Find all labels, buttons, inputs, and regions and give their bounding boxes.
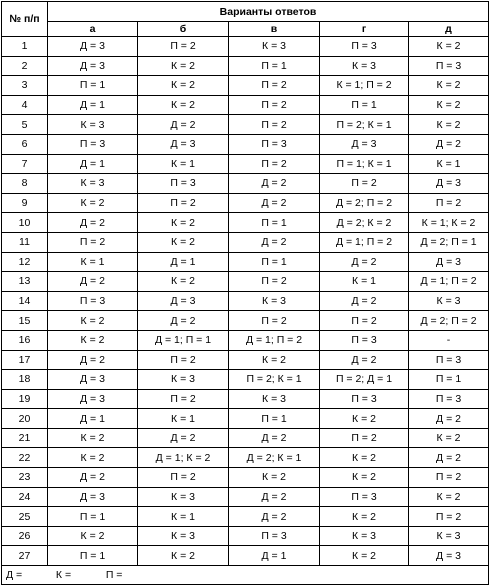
- answer-cell: К = 2: [48, 193, 138, 213]
- row-number: 3: [2, 76, 48, 96]
- answer-cell: К = 3: [138, 370, 229, 390]
- answer-cell: Д = 2: [229, 193, 320, 213]
- answer-cell: Д = 3: [409, 546, 489, 566]
- answer-cell: К = 2: [320, 507, 409, 527]
- table-row: [2, 389, 489, 409]
- answer-cell: Д = 1: [48, 154, 138, 174]
- answer-cell: Д = 2: [229, 428, 320, 448]
- row-number: 2: [2, 56, 48, 76]
- answer-cell: Д = 1: [48, 409, 138, 429]
- answer-cell: К = 2: [320, 468, 409, 488]
- table-row: [2, 370, 489, 390]
- answer-cell: П = 2; Д = 1: [320, 370, 409, 390]
- answer-cell: Д = 2: [48, 468, 138, 488]
- answer-cell: Д = 3: [48, 487, 138, 507]
- answer-cell: П = 2: [409, 193, 489, 213]
- row-number: 15: [2, 311, 48, 331]
- answer-cell: Д = 2: [48, 350, 138, 370]
- answer-cell: К = 2: [138, 546, 229, 566]
- total-d-label: Д =: [6, 569, 23, 582]
- row-number: 11: [2, 232, 48, 252]
- row-number: 17: [2, 350, 48, 370]
- table-row: [2, 468, 489, 488]
- row-number: 14: [2, 291, 48, 311]
- answer-cell: К = 2: [320, 546, 409, 566]
- table-row: [2, 193, 489, 213]
- answer-cell: К = 2: [48, 428, 138, 448]
- row-number-header: № п/п: [2, 2, 48, 37]
- answer-cell: К = 3: [320, 526, 409, 546]
- answer-cell: К = 2: [138, 232, 229, 252]
- answer-cell: К = 2: [138, 213, 229, 233]
- answer-cell: К = 2: [48, 526, 138, 546]
- answer-cell: К = 2: [320, 409, 409, 429]
- table-row: [2, 37, 489, 57]
- answer-cell: П = 3: [229, 526, 320, 546]
- answer-cell: К = 1; П = 2: [320, 76, 409, 96]
- row-number: 10: [2, 213, 48, 233]
- answer-cell: Д = 2: [320, 350, 409, 370]
- table-row: [2, 134, 489, 154]
- answer-cell: Д = 2: [229, 232, 320, 252]
- answer-cell: П = 1: [229, 252, 320, 272]
- answer-cell: П = 3: [320, 37, 409, 57]
- row-number: 4: [2, 95, 48, 115]
- row-number: 6: [2, 134, 48, 154]
- answer-cell: П = 1: [48, 507, 138, 527]
- answer-cell: К = 1: [138, 409, 229, 429]
- row-number: 19: [2, 389, 48, 409]
- table-row: [2, 409, 489, 429]
- answer-cell: П = 2: [229, 76, 320, 96]
- answer-cell: Д = 2; П = 2: [320, 193, 409, 213]
- row-number: 26: [2, 526, 48, 546]
- table-row: [2, 174, 489, 194]
- row-number: 27: [2, 546, 48, 566]
- answer-cell: Д = 1; П = 2: [229, 330, 320, 350]
- answer-cell: Д = 2: [229, 487, 320, 507]
- answer-cell: Д = 1; П = 1: [138, 330, 229, 350]
- table-row: [2, 154, 489, 174]
- row-number: 20: [2, 409, 48, 429]
- answer-cell: К = 2: [138, 272, 229, 292]
- table-row: [2, 330, 489, 350]
- table-row: [2, 213, 489, 233]
- answer-cell: П = 2: [138, 389, 229, 409]
- row-number: 7: [2, 154, 48, 174]
- answer-cell: Д = 1: [48, 95, 138, 115]
- total-p-label: П =: [105, 569, 123, 582]
- row-number: 5: [2, 115, 48, 135]
- column-header-b: б: [138, 22, 229, 37]
- answer-cell: П = 1: [229, 213, 320, 233]
- row-number: 25: [2, 507, 48, 527]
- answer-cell: П = 2: [229, 272, 320, 292]
- answer-cell: К = 1: [138, 154, 229, 174]
- answer-cell: П = 3: [409, 389, 489, 409]
- row-number: 18: [2, 370, 48, 390]
- table-row: [2, 272, 489, 292]
- answer-cell: К = 3: [409, 526, 489, 546]
- answer-cell: Д = 2: [320, 252, 409, 272]
- totals-line: [2, 566, 489, 585]
- table-row: [2, 232, 489, 252]
- row-number: 24: [2, 487, 48, 507]
- answer-cell: К = 1: [409, 154, 489, 174]
- column-header-d: д: [409, 22, 489, 37]
- answer-cell: П = 2; К = 1: [320, 115, 409, 135]
- answer-cell: П = 3: [409, 56, 489, 76]
- row-number: 21: [2, 428, 48, 448]
- answer-cell: П = 2: [138, 37, 229, 57]
- answer-cell: Д = 2: [409, 409, 489, 429]
- table-row: [2, 487, 489, 507]
- table-body: [2, 37, 489, 566]
- answer-cell: К = 2: [409, 487, 489, 507]
- table-row: [2, 546, 489, 566]
- answer-cell: П = 2: [138, 468, 229, 488]
- answer-cell: Д = 3: [138, 134, 229, 154]
- answer-cell: П = 1: [48, 76, 138, 96]
- answer-cell: К = 2: [48, 311, 138, 331]
- table-row: [2, 448, 489, 468]
- answer-cell: П = 2: [320, 428, 409, 448]
- answer-cell: П = 1; К = 1: [320, 154, 409, 174]
- table-row: [2, 76, 489, 96]
- table-row: [2, 291, 489, 311]
- answer-cell: К = 2: [138, 56, 229, 76]
- answer-cell: К = 3: [138, 526, 229, 546]
- answer-cell: П = 2: [48, 232, 138, 252]
- answer-cell: К = 2: [229, 350, 320, 370]
- answer-cell: П = 2: [229, 154, 320, 174]
- answer-cell: Д = 2: [138, 311, 229, 331]
- table-row: [2, 95, 489, 115]
- answer-cell: П = 1: [320, 95, 409, 115]
- answer-cell: Д = 3: [138, 291, 229, 311]
- answer-cell: Д = 3: [320, 134, 409, 154]
- answer-cell: Д = 3: [409, 252, 489, 272]
- answer-cell: Д = 2: [409, 134, 489, 154]
- row-number: 8: [2, 174, 48, 194]
- column-header-v: в: [229, 22, 320, 37]
- answer-cell: К = 2: [409, 115, 489, 135]
- answer-cell: К = 2: [409, 428, 489, 448]
- answer-cell: К = 1: [48, 252, 138, 272]
- column-header-g: г: [320, 22, 409, 37]
- row-number: 12: [2, 252, 48, 272]
- answer-cell: П = 2; К = 1: [229, 370, 320, 390]
- answer-cell: Д = 2: [48, 272, 138, 292]
- answer-cell: П = 2: [138, 193, 229, 213]
- answer-cell: Д = 3: [48, 56, 138, 76]
- answer-cell: П = 2: [229, 95, 320, 115]
- answer-cell: П = 3: [409, 350, 489, 370]
- table-row: [2, 311, 489, 331]
- answer-cell: Д = 2: [138, 428, 229, 448]
- answer-cell: Д = 2; П = 2: [409, 311, 489, 331]
- answer-cell: Д = 2: [138, 115, 229, 135]
- row-number: 13: [2, 272, 48, 292]
- answer-cell: К = 1; К = 2: [409, 213, 489, 233]
- answer-cell: К = 2: [48, 448, 138, 468]
- answer-cell: К = 3: [320, 56, 409, 76]
- answer-cell: К = 3: [229, 389, 320, 409]
- answer-cell: К = 2: [409, 76, 489, 96]
- answer-options-header: Варианты ответов: [48, 2, 489, 22]
- answer-cell: П = 3: [320, 389, 409, 409]
- answer-cell: К = 1: [138, 507, 229, 527]
- answer-cell: П = 3: [320, 330, 409, 350]
- row-number: 16: [2, 330, 48, 350]
- answer-cell: Д = 2: [409, 448, 489, 468]
- answer-cell: К = 3: [409, 291, 489, 311]
- answer-cell: К = 2: [48, 330, 138, 350]
- answer-cell: К = 2: [320, 448, 409, 468]
- answer-cell: -: [409, 330, 489, 350]
- answer-cell: П = 2: [138, 350, 229, 370]
- row-number: 23: [2, 468, 48, 488]
- answer-cell: Д = 1: [138, 252, 229, 272]
- answer-cell: П = 1: [229, 56, 320, 76]
- answer-cell: Д = 3: [48, 389, 138, 409]
- answer-cell: К = 3: [229, 291, 320, 311]
- answer-cell: П = 3: [138, 174, 229, 194]
- answer-cell: П = 2: [320, 311, 409, 331]
- answers-sheet: [1, 1, 488, 585]
- table-row: [2, 428, 489, 448]
- answer-cell: П = 3: [48, 291, 138, 311]
- answer-cell: П = 1: [409, 370, 489, 390]
- answer-cell: Д = 2; П = 1: [409, 232, 489, 252]
- answer-cell: К = 3: [138, 487, 229, 507]
- answer-cell: П = 2: [409, 507, 489, 527]
- answer-cell: К = 2: [409, 37, 489, 57]
- answer-cell: К = 3: [229, 37, 320, 57]
- answer-cell: К = 1: [320, 272, 409, 292]
- row-number: 22: [2, 448, 48, 468]
- answer-cell: Д = 2: [320, 291, 409, 311]
- row-number: 9: [2, 193, 48, 213]
- answer-cell: П = 2: [229, 115, 320, 135]
- table-row: [2, 252, 489, 272]
- answer-cell: К = 2: [138, 95, 229, 115]
- answer-cell: П = 3: [48, 134, 138, 154]
- table-row: [2, 526, 489, 546]
- answer-cell: К = 2: [409, 95, 489, 115]
- table-row: [2, 350, 489, 370]
- answer-cell: П = 2: [229, 311, 320, 331]
- answer-cell: Д = 3: [48, 370, 138, 390]
- answer-cell: Д = 2; К = 2: [320, 213, 409, 233]
- answer-cell: П = 3: [320, 487, 409, 507]
- answer-cell: Д = 1; П = 2: [320, 232, 409, 252]
- total-k-label: К =: [55, 569, 72, 582]
- answer-cell: К = 2: [138, 76, 229, 96]
- answer-cell: Д = 2; К = 1: [229, 448, 320, 468]
- row-number: 1: [2, 37, 48, 57]
- answer-cell: Д = 3: [409, 174, 489, 194]
- answer-cell: Д = 1; П = 2: [409, 272, 489, 292]
- answer-cell: К = 2: [229, 468, 320, 488]
- answer-cell: Д = 1; К = 2: [138, 448, 229, 468]
- answer-cell: Д = 2: [229, 507, 320, 527]
- answer-cell: П = 1: [229, 409, 320, 429]
- answer-cell: П = 2: [409, 468, 489, 488]
- table-row: [2, 56, 489, 76]
- answer-cell: П = 3: [229, 134, 320, 154]
- column-header-a: а: [48, 22, 138, 37]
- answer-cell: Д = 1: [229, 546, 320, 566]
- answer-cell: Д = 2: [229, 174, 320, 194]
- answer-cell: К = 3: [48, 174, 138, 194]
- answer-cell: П = 2: [320, 174, 409, 194]
- answer-cell: К = 3: [48, 115, 138, 135]
- answer-cell: Д = 2: [48, 213, 138, 233]
- answer-cell: П = 1: [48, 546, 138, 566]
- table-row: [2, 115, 489, 135]
- answers-table: [1, 1, 489, 585]
- answer-cell: Д = 3: [48, 37, 138, 57]
- table-row: [2, 507, 489, 527]
